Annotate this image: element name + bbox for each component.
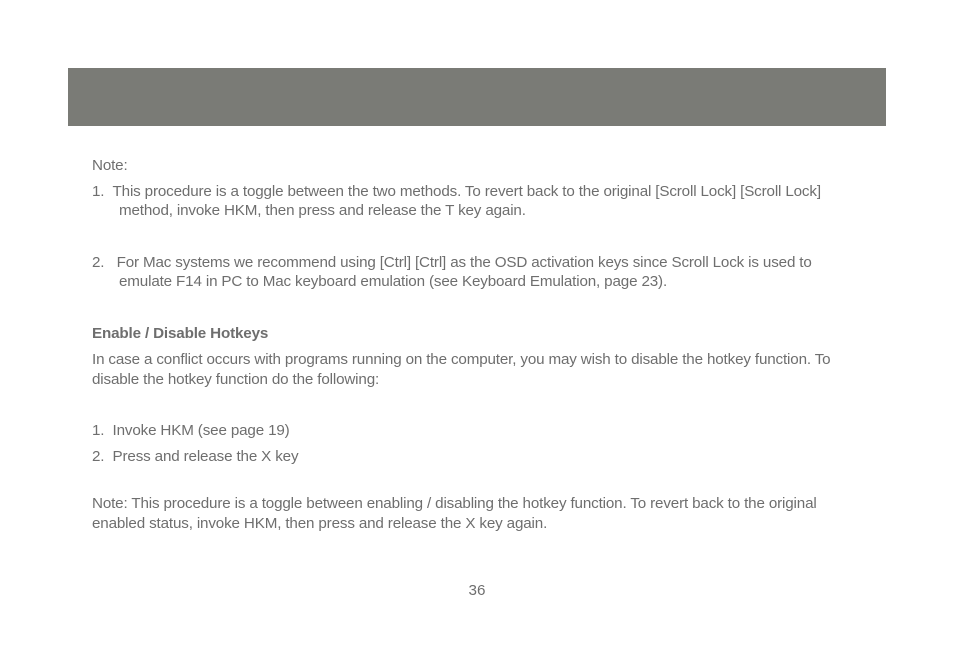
step-1-text: Invoke HKM (see page 19)	[112, 422, 290, 439]
step-2-text: Press and release the X key	[112, 447, 299, 465]
note-item-2-text: For Mac systems we recommend using [Ctrl] [Ctrl] as the OSD activation keys since Scroll Lock is used to emulate F14 in PC to Mac keyboard emulation (see Keyboard Emulation, page 23).	[116, 253, 812, 290]
note-item-2-number: 2.	[92, 253, 105, 271]
note-item-1	[92, 182, 867, 221]
note-item-1-number: 1.	[92, 182, 105, 200]
step-1	[92, 421, 867, 441]
step-2	[92, 447, 867, 467]
header-bar	[68, 68, 886, 126]
page-content	[92, 156, 867, 533]
section-intro: In case a conflict occurs with programs running on the computer, you may wish to disable the hotkey function. To disable the hotkey function do the following:	[92, 351, 831, 388]
note-item-1-text: This procedure is a toggle between the two methods. To revert back to the original [Scroll Lock] [Scroll Lock] method, invoke HKM, then press and release the T key again.	[112, 182, 821, 219]
section-heading: Enable / Disable Hotkeys	[92, 324, 269, 342]
note-label: Note:	[92, 157, 128, 174]
page-number: 36	[468, 582, 486, 599]
closing-note: Note: This procedure is a toggle between enabling / disabling the hotkey function. To revert back to the original enabled status, invoke HKM, then press and release the X key again.	[92, 495, 817, 532]
note-item-2	[92, 253, 867, 292]
step-2-number: 2.	[92, 447, 105, 465]
step-1-number: 1.	[92, 422, 105, 439]
